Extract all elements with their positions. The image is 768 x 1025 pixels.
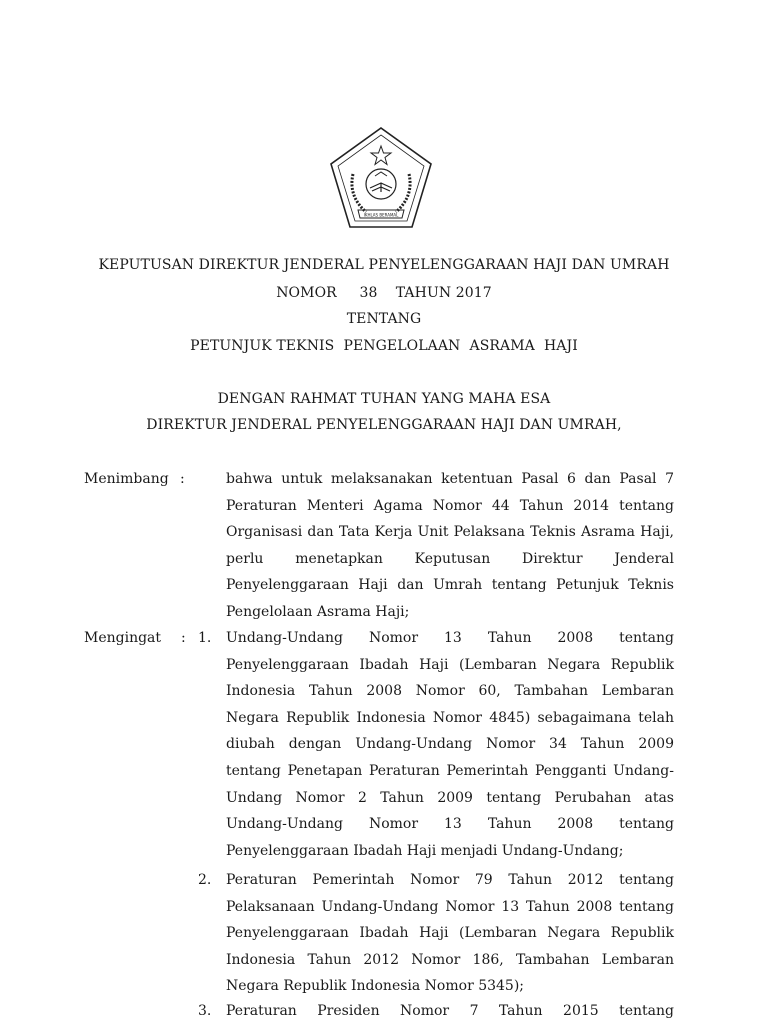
mengingat-item-text: Peraturan Pemerintah Nomor 79 Tahun 2012 tentang Pelaksanaan Undang-Undang Nomor 13 Tahun 2008 tentang Penyelenggaraan Ibadah Haji (Lembaran Negara Republik Indonesia Tahun 2012 Nomor 186, Tambahan Lembaran Negara Republik Indonesia Nomor 5345); (226, 872, 674, 995)
decree-tentang: TENTANG (346, 311, 422, 327)
menimbang-label: Menimbang (84, 471, 169, 487)
menimbang-colon: : (180, 471, 185, 487)
decree-number: NOMOR 38 TAHUN 2017 (276, 285, 492, 301)
emblem-motto: IKHLAS BERAMAL (363, 212, 399, 218)
mengingat-item-number: 3. (198, 1003, 212, 1019)
mengingat-item-text: Undang-Undang Nomor 13 Tahun 2008 tentang Penyelenggaraan Ibadah Haji (Lembaran Negara Republik Indonesia Tahun 2008 Nomor 60, Tambahan Lembaran Negara Republik Indonesia Nomor 4845) sebagaimana telah diubah dengan Undang-Undang Nomor 34 Tahun 2009 tentang Penetapan Peraturan Pemerintah Pengganti Undang-Undang Nomor 2 Tahun 2009 tentang Perubahan atas Undang-Undang Nomor 13 Tahun 2008 tentang Penyelenggaraan Ibadah Haji menjadi Undang-Undang; (226, 630, 674, 859)
ministry-emblem-icon (328, 126, 434, 230)
mengingat-colon: : (181, 630, 186, 646)
decree-title: KEPUTUSAN DIREKTUR JENDERAL PENYELENGGARAAN HAJI DAN UMRAH (98, 257, 670, 273)
mengingat-item-number: 2. (198, 872, 212, 888)
decree-subject: PETUNJUK TEKNIS PENGELOLAAN ASRAMA HAJI (190, 338, 578, 354)
mengingat-label: Mengingat (84, 630, 162, 646)
menimbang-text: bahwa untuk melaksanakan ketentuan Pasal 6 dan Pasal 7 Peraturan Menteri Agama Nomor 44 Tahun 2014 tentang Organisasi dan Tata Kerja Unit Pelaksana Teknis Asrama Haji, perlu menetapkan Keputusan Direktur Jenderal Penyelenggaraan Haji dan Umrah tentang Petunjuk Teknis Pengelolaan Asrama Haji; (226, 471, 674, 620)
mengingat-item-text: Peraturan Presiden Nomor 7 Tahun 2015 tentang (226, 1003, 674, 1019)
preamble-issuer: DIREKTUR JENDERAL PENYELENGGARAAN HAJI DAN UMRAH, (146, 417, 622, 433)
preamble-invocation: DENGAN RAHMAT TUHAN YANG MAHA ESA (217, 391, 551, 407)
mengingat-item-number: 1. (198, 630, 212, 646)
